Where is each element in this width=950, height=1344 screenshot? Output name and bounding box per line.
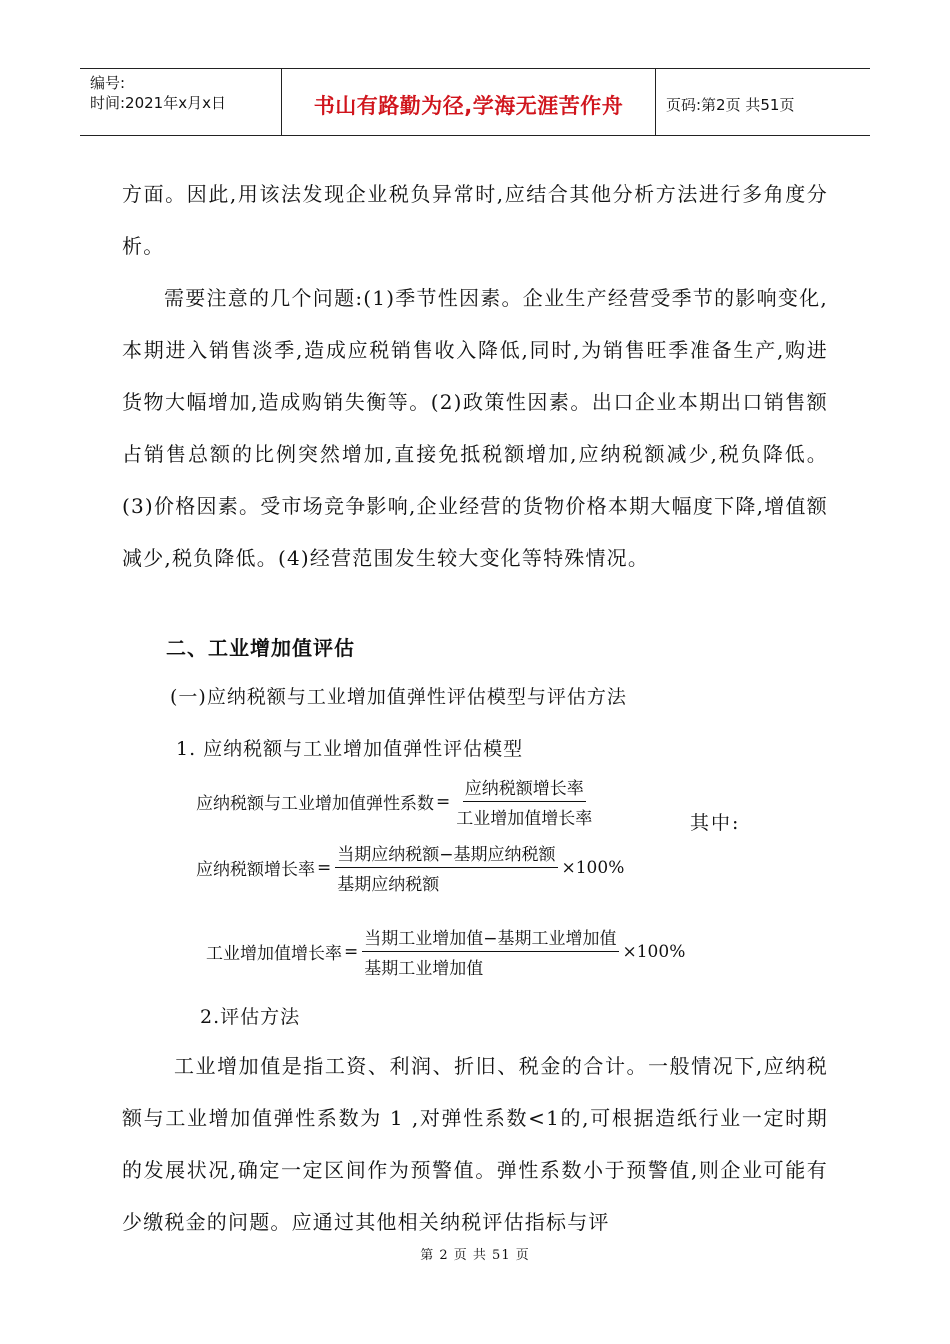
formula-tax-growth-eq: = xyxy=(317,857,332,878)
page-header xyxy=(80,68,870,136)
formula-value-added-growth-numerator: 当期工业增加值−基期工业增加值 xyxy=(362,924,618,952)
formula-value-added-growth-eq: = xyxy=(344,941,359,962)
paragraph-notes: 需要注意的几个问题:(1)季节性因素。企业生产经营受季节的影响变化,本期进入销售淡季,造成应税销售收入降低,同时,为销售旺季准备生产,购进货物大幅增加,造成购销失衡等。(2)政策性因素。出口企业本期出口销售额占销售总额的比例突然增加,直接免抵税额增加,应纳税额减少,税负降低。(3)价格因素。受市场竞争影响,企业经营的货物价格本期大幅度下降,增值额减少,税负降低。(4)经营范围发生较大变化等特殊情况。 xyxy=(122,286,828,570)
subsection-title: (一)应纳税额与工业增加值弹性评估模型与评估方法 xyxy=(170,686,627,708)
formula-elasticity-denominator: 工业增加值增长率 xyxy=(456,809,593,829)
formula-elasticity-fraction xyxy=(454,774,594,829)
formula-tax-growth-denominator: 基期应纳税额 xyxy=(337,875,440,895)
formula-elasticity-numerator: 应纳税额增长率 xyxy=(463,774,586,802)
section-heading: 二、工业增加值评估 xyxy=(166,636,355,660)
formula-value-added-growth-denominator: 基期工业增加值 xyxy=(364,959,484,979)
item-1-title: 1. 应纳税额与工业增加值弹性评估模型 xyxy=(176,738,524,760)
formula-value-added-growth xyxy=(206,924,685,979)
formula-tax-growth-numerator: 当期应纳税额−基期应纳税额 xyxy=(335,840,557,868)
formula-elasticity xyxy=(196,774,596,829)
formula-elasticity-eq: = xyxy=(436,791,451,812)
formula-tax-growth-fraction xyxy=(335,840,557,895)
formula-note-label: 其中: xyxy=(690,812,741,834)
formula-tax-growth xyxy=(196,840,624,895)
header-motto: 书山有路勤为径,学海无涯苦作舟 xyxy=(282,69,656,135)
document-number-label: 编号: xyxy=(90,74,126,92)
formula-elasticity-lhs: 应纳税额与工业增加值弹性系数 xyxy=(196,794,434,814)
formula-value-added-growth-suffix: ×100% xyxy=(622,941,686,962)
item-2-title: 2.评估方法 xyxy=(200,1006,301,1028)
page-footer: 第 2 页 共 51 页 xyxy=(420,1248,530,1263)
header-meta xyxy=(80,69,282,135)
paragraph-intro: 方面。因此,用该法发现企业税负异常时,应结合其他分析方法进行多角度分析。 xyxy=(122,182,828,258)
document-date: 时间:2021年x月x日 xyxy=(90,94,226,112)
formula-tax-growth-suffix: ×100% xyxy=(561,857,625,878)
header-page-info: 页码:第2页 共51页 xyxy=(666,95,795,114)
formula-value-added-growth-lhs: 工业增加值增长率 xyxy=(206,944,342,964)
formula-value-added-growth-fraction xyxy=(362,924,618,979)
formula-tax-growth-lhs: 应纳税额增长率 xyxy=(196,860,315,880)
paragraph-method: 工业增加值是指工资、利润、折旧、税金的合计。一般情况下,应纳税额与工业增加值弹性系数为 1 ,对弹性系数<1的,可根据造纸行业一定时期的发展状况,确定一定区间作为预警值。弹性系数小于预警值,则企业可能有少缴税金的问题。应通过其他相关纳税评估指标与评 xyxy=(122,1054,828,1234)
